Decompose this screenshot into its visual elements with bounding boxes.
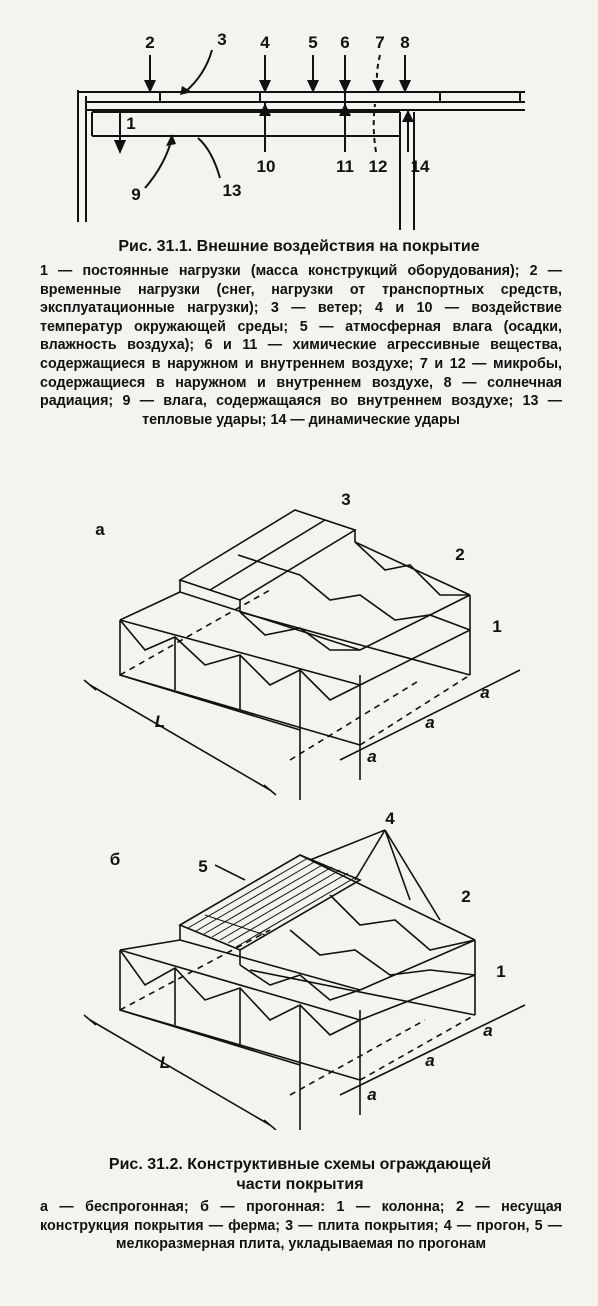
fig1-label-2: 2: [145, 33, 155, 52]
fig1-label-3: 3: [217, 30, 227, 49]
fig1-label-9: 9: [131, 185, 141, 204]
fig1-label-14: 14: [410, 157, 430, 176]
fig2a-dim-a2: a: [425, 713, 435, 732]
figure-31-2a-drawing: [0, 470, 598, 800]
fig2b-letter: б: [109, 850, 121, 869]
fig2a-label-1: 1: [492, 617, 502, 636]
figure-31-1-legend: 1 — постоянные нагрузки (масса конструкций оборудования); 2 — временные нагрузки (снег, нагрузки от транспортных средств, эксплуатационные нагрузки); 3 — ветер; 4 и 10 — воздействие температур окружающей среды; 5 — атмосферная влага (осадки, влажность воздуха); 6 и 11 — химические агрессивные вещества, содержащиеся в наружном и внутреннем воздухе; 7 и 12 — микробы, содержащиеся в наружном и внутреннем воздухе, 8 — солнечная радиация; 9 — влага, содержащаяся во внутреннем воздухе; 13 — тепловые удары; 14 — динамические удары: [40, 263, 562, 428]
fig2b-dim-a2: a: [425, 1051, 435, 1070]
figure-31-2b-drawing: [0, 800, 598, 1130]
fig1-label-12: 12: [368, 157, 388, 176]
figure-31-1-title: Рис. 31.1. Внешние воздействия на покрытие: [118, 238, 480, 255]
fig2b-label-2: 2: [461, 887, 471, 906]
fig1-label-10: 10: [256, 157, 276, 176]
fig2a-dim-L: L: [154, 712, 166, 731]
fig2a-dim-a1: a: [367, 747, 377, 766]
fig2a-label-3: 3: [341, 490, 351, 509]
fig2b-dim-a1: a: [367, 1085, 377, 1104]
fig1-label-8: 8: [400, 33, 410, 52]
fig1-label-5: 5: [308, 33, 318, 52]
fig2b-label-5: 5: [198, 857, 208, 876]
fig1-label-7: 7: [375, 33, 385, 52]
fig2b-label-1: 1: [496, 962, 506, 981]
fig2b-dim-a3: a: [483, 1021, 493, 1040]
fig1-label-13: 13: [222, 181, 242, 200]
figure-31-2-title: Рис. 31.2. Конструктивные схемы ограждающей части покрытия: [108, 1156, 492, 1193]
fig1-label-6: 6: [340, 33, 350, 52]
figure-31-2-legend: а — беспрогонная; б — прогонная: 1 — колонна; 2 — несущая конструкция покрытия — ферма; 3 — плита покрытия; 4 — прогон, 5 — мелкоразмерная плита, укладываемая по прогонам: [40, 1199, 562, 1253]
figure-31-1-drawing: [0, 0, 598, 235]
fig1-label-11: 11: [336, 157, 354, 176]
fig1-label-1: 1: [126, 114, 136, 133]
fig2a-dim-a3: a: [480, 683, 490, 702]
fig2a-letter: а: [95, 520, 105, 539]
fig1-label-4: 4: [260, 33, 270, 52]
fig2a-label-2: 2: [455, 545, 465, 564]
fig2b-label-4: 4: [385, 809, 395, 828]
fig2b-dim-L: L: [159, 1053, 171, 1072]
